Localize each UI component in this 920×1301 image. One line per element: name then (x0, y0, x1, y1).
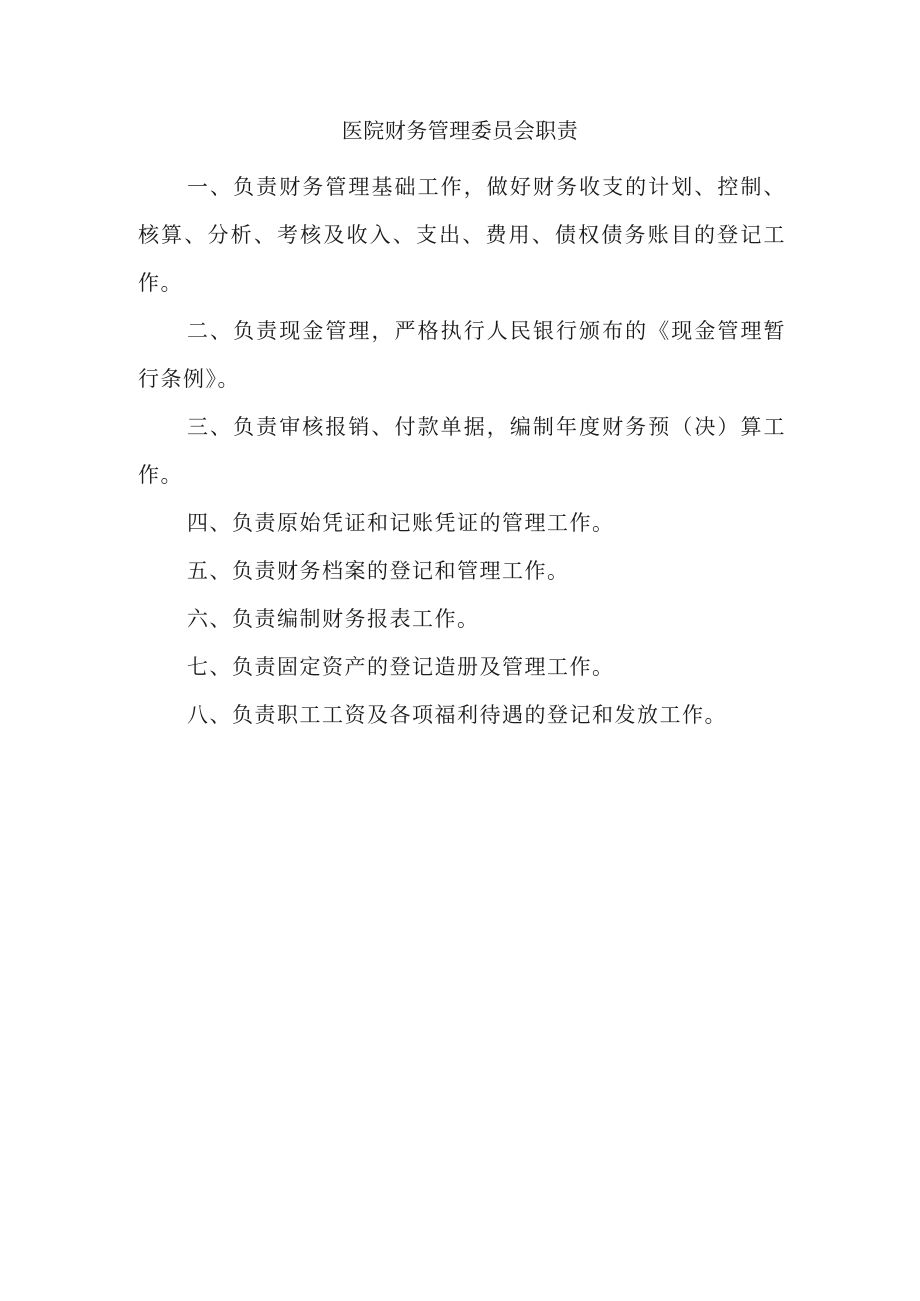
paragraph-3: 三、负责审核报销、付款单据，编制年度财务预（决）算工作。 (138, 415, 786, 487)
document-body (138, 163, 786, 739)
document-title: 医院财务管理委员会职责 (341, 119, 579, 143)
paragraph-8: 八、负责职工工资及各项福利待遇的登记和发放工作。 (187, 703, 727, 727)
paragraph-7: 七、负责固定资产的登记造册及管理工作。 (187, 655, 615, 679)
paragraph-1: 一、负责财务管理基础工作，做好财务收支的计划、控制、核算、分析、考核及收入、支出、费用、债权债务账目的登记工作。 (138, 175, 786, 295)
paragraph-4: 四、负责原始凭证和记账凭证的管理工作。 (187, 511, 615, 535)
paragraph-6: 六、负责编制财务报表工作。 (187, 607, 480, 631)
paragraph-5: 五、负责财务档案的登记和管理工作。 (187, 559, 570, 583)
paragraph-2: 二、负责现金管理，严格执行人民银行颁布的《现金管理暂行条例》。 (138, 319, 786, 391)
